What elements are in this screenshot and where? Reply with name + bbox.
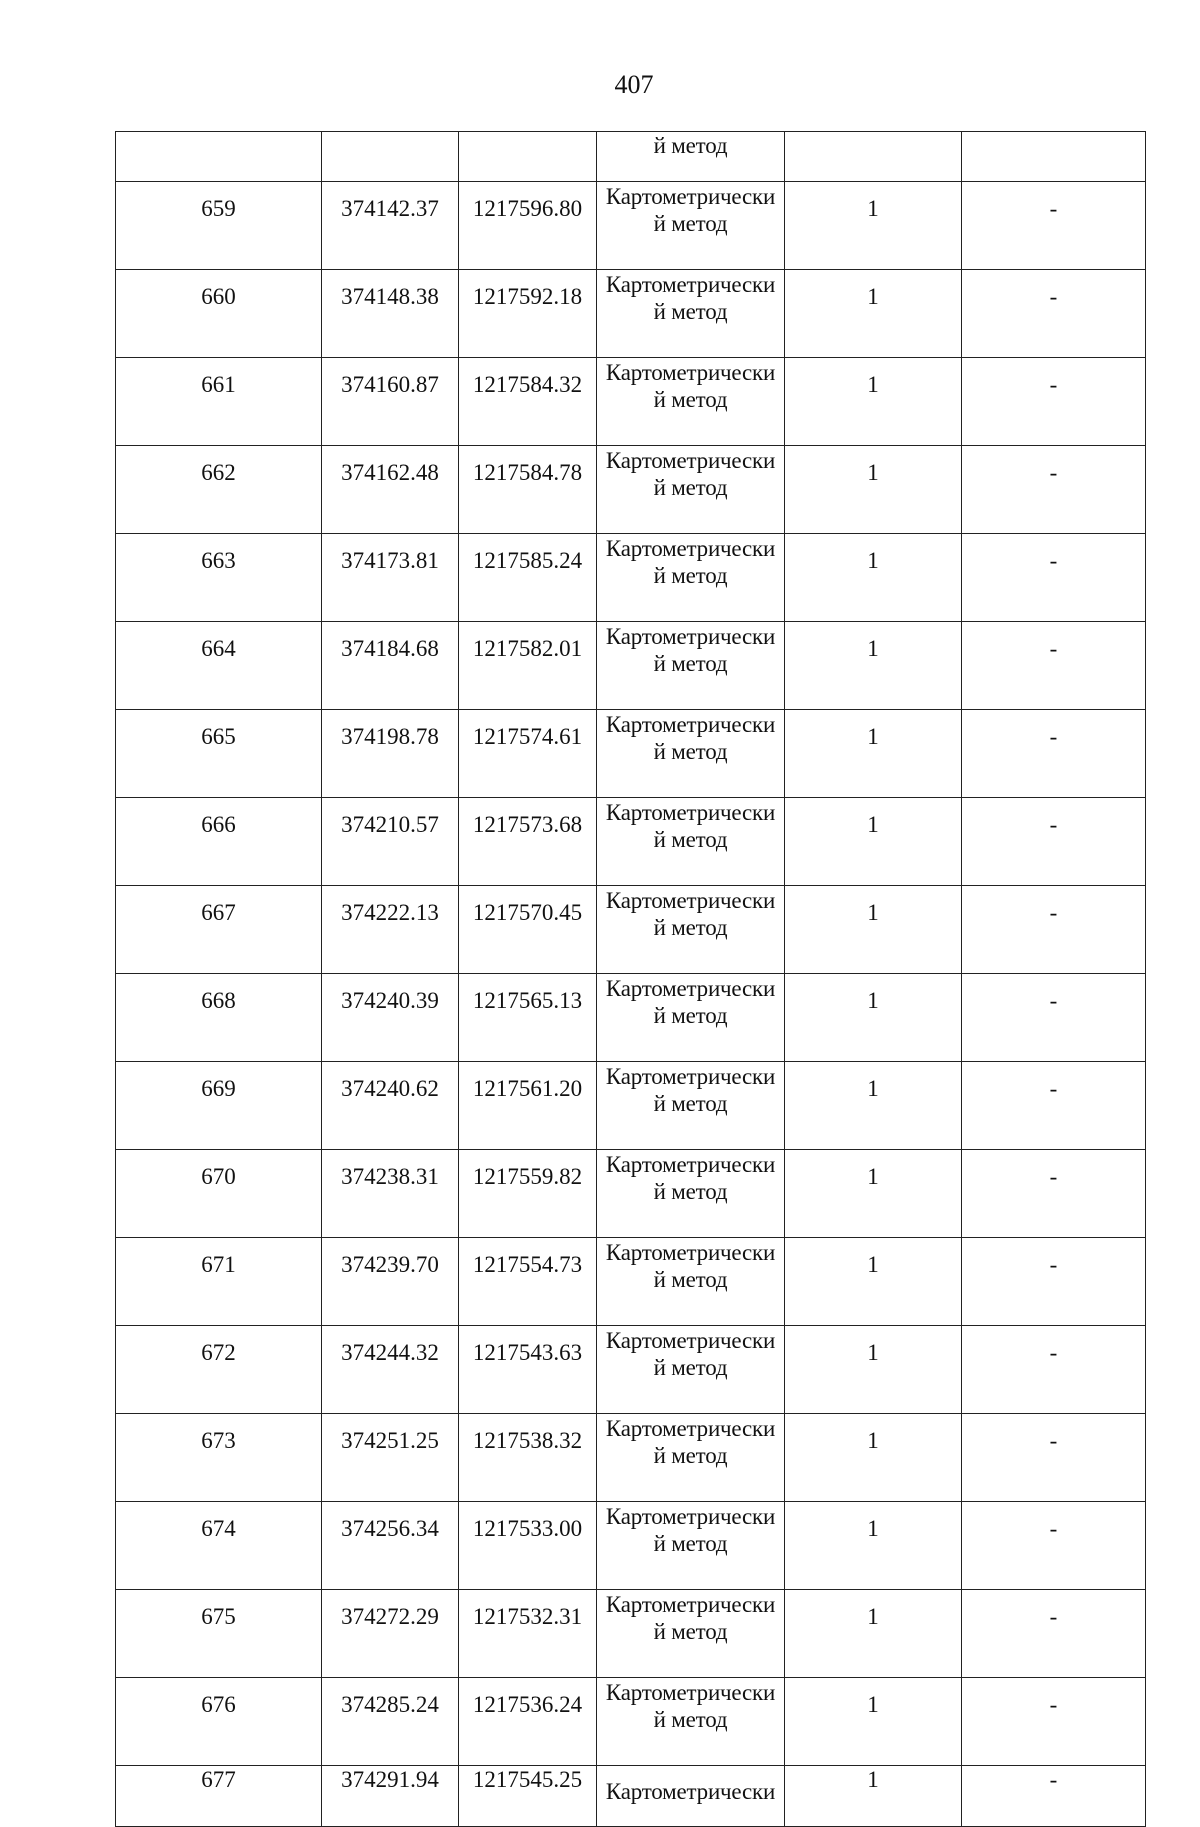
point-cell: 675 [116,1590,322,1678]
method-line-2: й метод [653,299,728,324]
y-cell: 1217532.31 [459,1590,597,1678]
note-cell: - [962,446,1146,534]
note-cell: - [962,182,1146,270]
point-cell: 662 [116,446,322,534]
note-cell: - [962,1062,1146,1150]
table-row [116,974,1146,1062]
table-row-continuation [116,132,1146,182]
point-cell: 668 [116,974,322,1062]
method-cell [597,358,785,446]
table-row [116,1414,1146,1502]
method-line-1: Картометрически [605,976,776,1001]
method-line-1: Картометрически [605,1328,776,1353]
method-line-2: й метод [653,1619,728,1644]
accuracy-cell: 1 [785,1590,962,1678]
table-row [116,534,1146,622]
y-cell: 1217543.63 [459,1326,597,1414]
table-row [116,1502,1146,1590]
accuracy-cell: 1 [785,1502,962,1590]
method-line-2: й метод [653,1443,728,1468]
x-cell: 374244.32 [322,1326,459,1414]
table-row [116,358,1146,446]
table-row [116,182,1146,270]
method-cell [597,1238,785,1326]
method-cell [597,1678,785,1766]
note-cell: - [962,1326,1146,1414]
y-cell: 1217574.61 [459,710,597,798]
note-cell: - [962,1766,1146,1827]
note-cell: - [962,798,1146,886]
accuracy-cell: 1 [785,534,962,622]
x-cell: 374240.39 [322,974,459,1062]
y-cell [459,132,597,182]
note-cell: - [962,710,1146,798]
note-cell [962,132,1146,182]
method-line-1: Картометрически [605,448,776,473]
method-line-1: Картометрически [605,1240,776,1265]
x-cell: 374210.57 [322,798,459,886]
accuracy-cell: 1 [785,974,962,1062]
accuracy-cell: 1 [785,798,962,886]
x-cell: 374198.78 [322,710,459,798]
point-cell: 660 [116,270,322,358]
note-cell: - [962,974,1146,1062]
method-cell [597,622,785,710]
method-line-1: Картометрически [605,1592,776,1617]
accuracy-cell: 1 [785,358,962,446]
y-cell: 1217559.82 [459,1150,597,1238]
method-cell [597,710,785,798]
method-cell [597,1062,785,1150]
table-row [116,1326,1146,1414]
point-cell: 667 [116,886,322,974]
method-line-2: й метод [653,1179,728,1204]
method-line-2: й метод [653,1267,728,1292]
method-cell [597,1150,785,1238]
point-cell [116,132,322,182]
method-line-1: Картометрически [605,1064,776,1089]
x-cell: 374142.37 [322,182,459,270]
method-line-2: й метод [653,739,728,764]
x-cell: 374291.94 [322,1766,459,1827]
point-cell: 661 [116,358,322,446]
accuracy-cell: 1 [785,1678,962,1766]
point-cell: 674 [116,1502,322,1590]
page-number: 407 [614,70,654,99]
method-line-2: й метод [653,1707,728,1732]
method-line-1: Картометрически [605,800,776,825]
x-cell: 374148.38 [322,270,459,358]
accuracy-cell: 1 [785,622,962,710]
point-cell: 676 [116,1678,322,1766]
point-cell: 671 [116,1238,322,1326]
y-cell: 1217585.24 [459,534,597,622]
x-cell: 374173.81 [322,534,459,622]
y-cell: 1217565.13 [459,974,597,1062]
note-cell: - [962,1414,1146,1502]
x-cell: 374238.31 [322,1150,459,1238]
y-cell: 1217584.32 [459,358,597,446]
method-line-1: Картометрически [605,712,776,737]
method-line-2: й метод [653,915,728,940]
accuracy-cell: 1 [785,886,962,974]
table-row [116,886,1146,974]
x-cell: 374272.29 [322,1590,459,1678]
method-cell [597,798,785,886]
method-line-2: й метод [653,1531,728,1556]
x-cell: 374160.87 [322,358,459,446]
y-cell: 1217536.24 [459,1678,597,1766]
table-row [116,1766,1146,1827]
accuracy-cell: 1 [785,270,962,358]
accuracy-cell: 1 [785,1150,962,1238]
point-cell: 664 [116,622,322,710]
method-line-2: й метод [653,827,728,852]
method-line-1: Картометрически [605,888,776,913]
y-cell: 1217545.25 [459,1766,597,1827]
point-cell: 670 [116,1150,322,1238]
table-row [116,1238,1146,1326]
note-cell: - [962,1678,1146,1766]
note-cell: - [962,1590,1146,1678]
table-row [116,1678,1146,1766]
method-cell [597,1590,785,1678]
accuracy-cell: 1 [785,1238,962,1326]
accuracy-cell: 1 [785,1062,962,1150]
method-cell [597,886,785,974]
table-row [116,446,1146,534]
note-cell: - [962,1502,1146,1590]
y-cell: 1217533.00 [459,1502,597,1590]
table-row [116,1062,1146,1150]
x-cell: 374285.24 [322,1678,459,1766]
y-cell: 1217554.73 [459,1238,597,1326]
note-cell: - [962,358,1146,446]
note-cell: - [962,1150,1146,1238]
accuracy-cell: 1 [785,710,962,798]
note-cell: - [962,886,1146,974]
method-cell [597,182,785,270]
y-cell: 1217561.20 [459,1062,597,1150]
table-row [116,710,1146,798]
method-line-1: Картометрически [605,184,776,209]
accuracy-cell [785,132,962,182]
point-cell: 672 [116,1326,322,1414]
method-line-2: й метод [653,387,728,412]
accuracy-cell: 1 [785,182,962,270]
method-line-2: й метод [653,651,728,676]
method-line-1: Картометрически [605,624,776,649]
accuracy-cell: 1 [785,446,962,534]
x-cell: 374240.62 [322,1062,459,1150]
x-cell: 374162.48 [322,446,459,534]
x-cell [322,132,459,182]
note-cell: - [962,1238,1146,1326]
method-line-2: й метод [653,563,728,588]
table-row [116,1590,1146,1678]
method-line-1: Картометрически [605,1504,776,1529]
x-cell: 374256.34 [322,1502,459,1590]
point-cell: 666 [116,798,322,886]
note-cell: - [962,622,1146,710]
y-cell: 1217584.78 [459,446,597,534]
x-cell: 374184.68 [322,622,459,710]
x-cell: 374251.25 [322,1414,459,1502]
method-line-1: Картометрически [605,536,776,561]
method-cell [597,1414,785,1502]
method-cell: й метод [597,132,785,182]
method-line-2: й метод [653,1091,728,1116]
y-cell: 1217596.80 [459,182,597,270]
method-line-1: Картометрически [605,1152,776,1177]
table-row [116,1150,1146,1238]
method-line-1: Картометрически [605,1416,776,1441]
y-cell: 1217570.45 [459,886,597,974]
point-cell: 663 [116,534,322,622]
method-line-2: й метод [653,475,728,500]
y-cell: 1217538.32 [459,1414,597,1502]
table-row [116,270,1146,358]
point-cell: 677 [116,1766,322,1827]
table-row [116,622,1146,710]
note-cell: - [962,534,1146,622]
method-cell [597,270,785,358]
method-line-1: Картометрически [605,360,776,385]
point-cell: 673 [116,1414,322,1502]
x-cell: 374222.13 [322,886,459,974]
point-cell: 665 [116,710,322,798]
y-cell: 1217592.18 [459,270,597,358]
point-cell: 669 [116,1062,322,1150]
method-line-1: Картометрически [605,272,776,297]
table-row [116,798,1146,886]
coordinates-table [115,131,1146,1827]
method-cell [597,446,785,534]
accuracy-cell: 1 [785,1326,962,1414]
accuracy-cell: 1 [785,1766,962,1827]
method-cell [597,1326,785,1414]
y-cell: 1217573.68 [459,798,597,886]
method-cell [597,974,785,1062]
method-cell: Картометрически [597,1766,785,1827]
accuracy-cell: 1 [785,1414,962,1502]
method-cell [597,1502,785,1590]
coordinates-table-body [116,132,1146,1827]
point-cell: 659 [116,182,322,270]
method-line-2: й метод [653,1003,728,1028]
method-line-1: Картометрически [605,1680,776,1705]
method-cell [597,534,785,622]
y-cell: 1217582.01 [459,622,597,710]
note-cell: - [962,270,1146,358]
x-cell: 374239.70 [322,1238,459,1326]
method-line-2: й метод [653,1355,728,1380]
method-line-2: й метод [653,211,728,236]
